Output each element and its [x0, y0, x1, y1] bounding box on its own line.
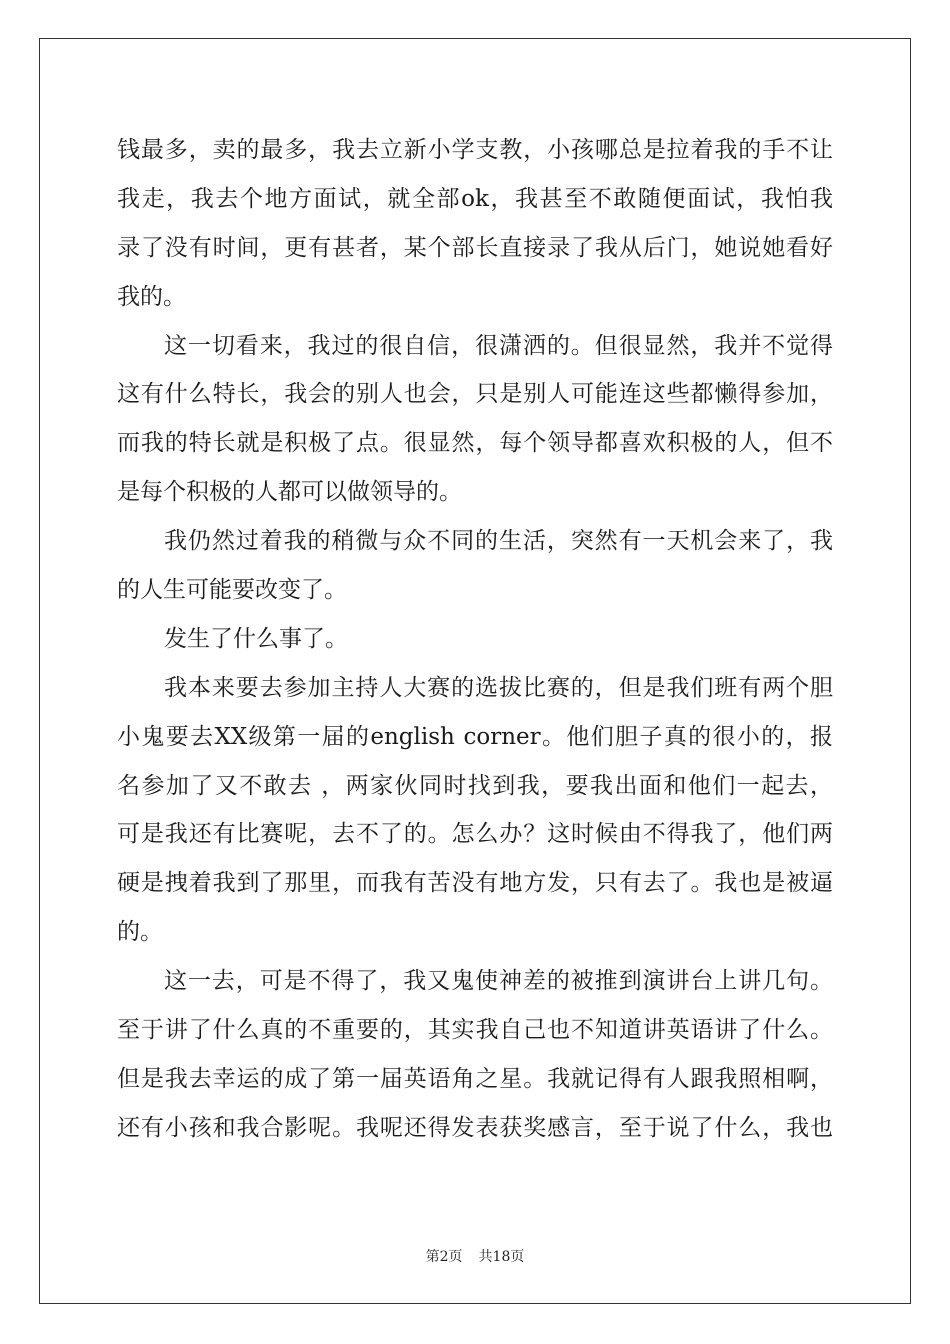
text-line: 名参加了又不敢去 ，两家伙同时找到我，要我出面和他们一起去，	[117, 772, 833, 799]
text-line: 的。	[117, 919, 163, 946]
text-line: 这一去，可是不得了，我又鬼使神差的被推到演讲台上讲几句。	[164, 968, 833, 995]
text-line: 的人生可能要改变了。	[117, 577, 347, 604]
page-footer	[0, 1246, 950, 1266]
text-line: 小鬼要去XX级第一届的english corner。他们胆子真的很小的，报	[117, 723, 833, 750]
text-line: 录了没有时间，更有甚者，某个部长直接录了我从后门，她说她看好	[117, 234, 833, 261]
text-line: 发生了什么事了。	[164, 625, 348, 652]
text-line: 至于讲了什么真的不重要的，其实我自己也不知道讲英语讲了什么。	[117, 1017, 833, 1044]
text-line: 我本来要去参加主持人大赛的选拔比赛的，但是我们班有两个胆	[164, 674, 833, 701]
page-number: 第2页	[425, 1249, 463, 1265]
text-line: 这一切看来，我过的很自信，很潇洒的。但很显然，我并不觉得	[164, 332, 833, 359]
text-line: 我走，我去个地方面试，就全部ok，我甚至不敢随便面试，我怕我	[117, 185, 833, 212]
text-line: 但是我去幸运的成了第一届英语角之星。我就记得有人跟我照相啊，	[117, 1065, 833, 1092]
text-line: 这有什么特长，我会的别人也会，只是别人可能连这些都懒得参加，	[117, 381, 833, 408]
page-total: 共18页	[478, 1249, 525, 1265]
text-line: 而我的特长就是积极了点。很显然，每个领导都喜欢积极的人，但不	[117, 430, 833, 457]
text-line: 是每个积极的人都可以做领导的。	[117, 479, 462, 506]
text-line: 我的。	[117, 283, 186, 310]
text-line: 钱最多，卖的最多，我去立新小学支教，小孩哪总是拉着我的手不让	[117, 137, 833, 163]
document-body	[117, 126, 833, 1153]
text-line: 还有小孩和我合影呢。我呢还得发表获奖感言，至于说了什么，我也	[117, 1114, 833, 1141]
text-line: 硬是拽着我到了那里，而我有苦没有地方发，只有去了。我也是被逼	[117, 870, 833, 897]
text-line: 我仍然过着我的稍微与众不同的生活，突然有一天机会来了，我	[164, 528, 833, 555]
text-line: 可是我还有比赛呢，去不了的。怎么办？这时候由不得我了，他们两	[117, 821, 833, 848]
